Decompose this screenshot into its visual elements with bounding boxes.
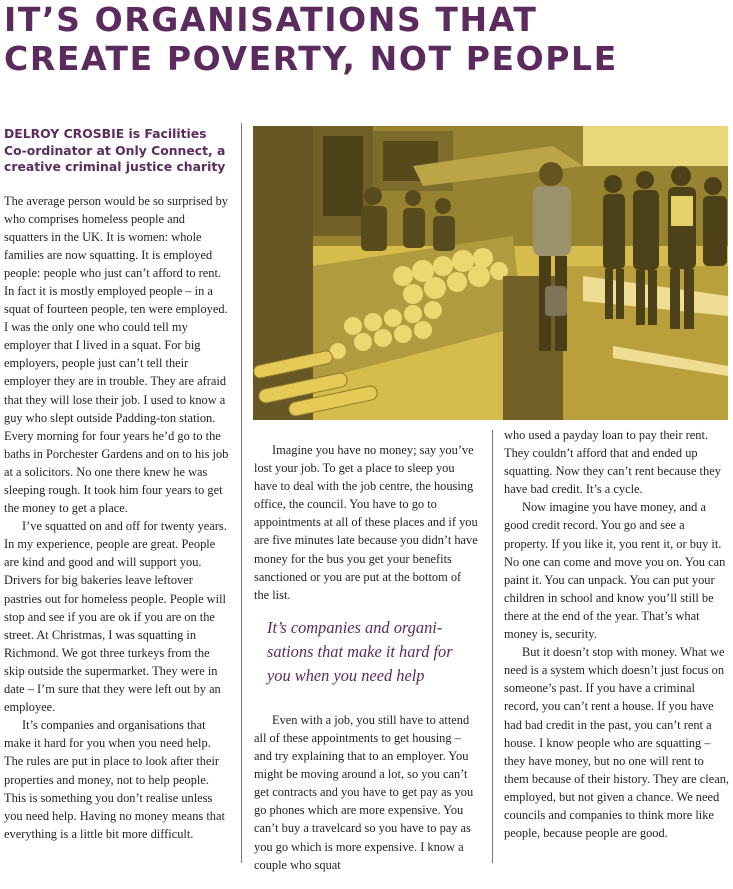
column-3-paragraph-3: But it doesn’t stop with money. What we need is a system which doesn’t just focus on someone’s past. If you have a criminal record, you can’t rent a house. If you have had bad credit in the past, you can’t rent a house. I know people who are squatting – they have money, but no one will rent to them because of their history. They are clean, employed, but not given a chance. We need councils and companies to think more like people, because people are good. (504, 645, 730, 841)
column-3 (504, 426, 730, 842)
column-divider-2 (492, 430, 493, 863)
column-1-paragraph-2: I’ve squatted on and off for twenty years. In my experience, people are great. People are kind and good and will support you. Drivers for big bakeries leave leftover pastries out for homeless people. People will stop and see if you are ok if you are on the street. At Christmas, I was squatting in Richmond. We got three turkeys from the skip outside the supermarket. They were in date – I’m sure that they were left out by an employee. (4, 519, 227, 715)
column-2-paragraph-2: Even with a job, you still have to attend all of these appointments to get housing – and try explaining that to an employer. You might be moving around a lot, so you can’t get contracts and you have to get pay as you go phones which are more expensive. You can’t buy a travelcard so you have to pay as you go which is more expensive. I know a couple who squat (254, 712, 474, 872)
headline-line-1: IT’S ORGANISATIONS THAT (4, 0, 538, 39)
pull-quote: It’s companies and organi-sations that make it hard for you when you need help (267, 617, 453, 685)
column-1 (4, 126, 229, 843)
street-market-photo (253, 126, 728, 420)
column-3-paragraph-2: Now imagine you have money, and a good credit record. You go and see a property. If you like it, you rent it, or buy it. No one can come and move you on. You can paint it. You can unpack. You can put your children in school and know you’ll still be there at the end of the year. That’s what money is, security. (504, 500, 726, 642)
column-1-paragraph-3: It’s companies and organisations that make it hard for you when you need help. The rules are put in place to look after their properties and money, not to help people. This is something you don’t realise unless you need help. Having no money means that everything is a little bit more difficult. (4, 718, 225, 841)
column-2 (254, 441, 479, 874)
column-divider-1 (241, 123, 242, 863)
column-1-paragraph-1: The average person would be so surprised by who comprises homeless people and squatters in the UK. It is women: whole families are now squatting. It is employed people: people who just can’t afford to rent. In fact it is mostly employed people – in a squat of fourteen people, ten were employed. I was the only one who could tell my employer that I lived in a squat. For big employers, people just can’t tell their employer they are in trouble. They are afraid that they will lose their job. I used to know a guy who slept outside Padding-ton station. Every morning for four years he’d go to the baths in Porchester Gardens and on to his job at a solicitors. No one there knew he was sleeping rough. It took him four years to get the money to get a place. (4, 193, 229, 516)
headline-line-2: CREATE POVERTY, NOT PEOPLE (4, 39, 618, 78)
headline (4, 0, 724, 78)
column-2-paragraph-1: Imagine you have no money; say you’ve lost your job. To get a place to sleep you have to deal with the job centre, the housing office, the council. You have to go to appointments at all of these places and if you are five minutes late because you didn’t have money for the bus you get your benefits sanctioned or you are put at the bottom of the list. (254, 443, 478, 602)
column-3-paragraph-1: who used a payday loan to pay their rent. They couldn’t afford that and ended up squatting. Now they can’t rent because they have bad credit. It’s a cycle. (504, 428, 721, 497)
market-scene-icon (253, 126, 728, 420)
byline: DELROY CROSBIE is Facilities Co-ordinator at Only Connect, a creative criminal justice charity (4, 126, 226, 174)
